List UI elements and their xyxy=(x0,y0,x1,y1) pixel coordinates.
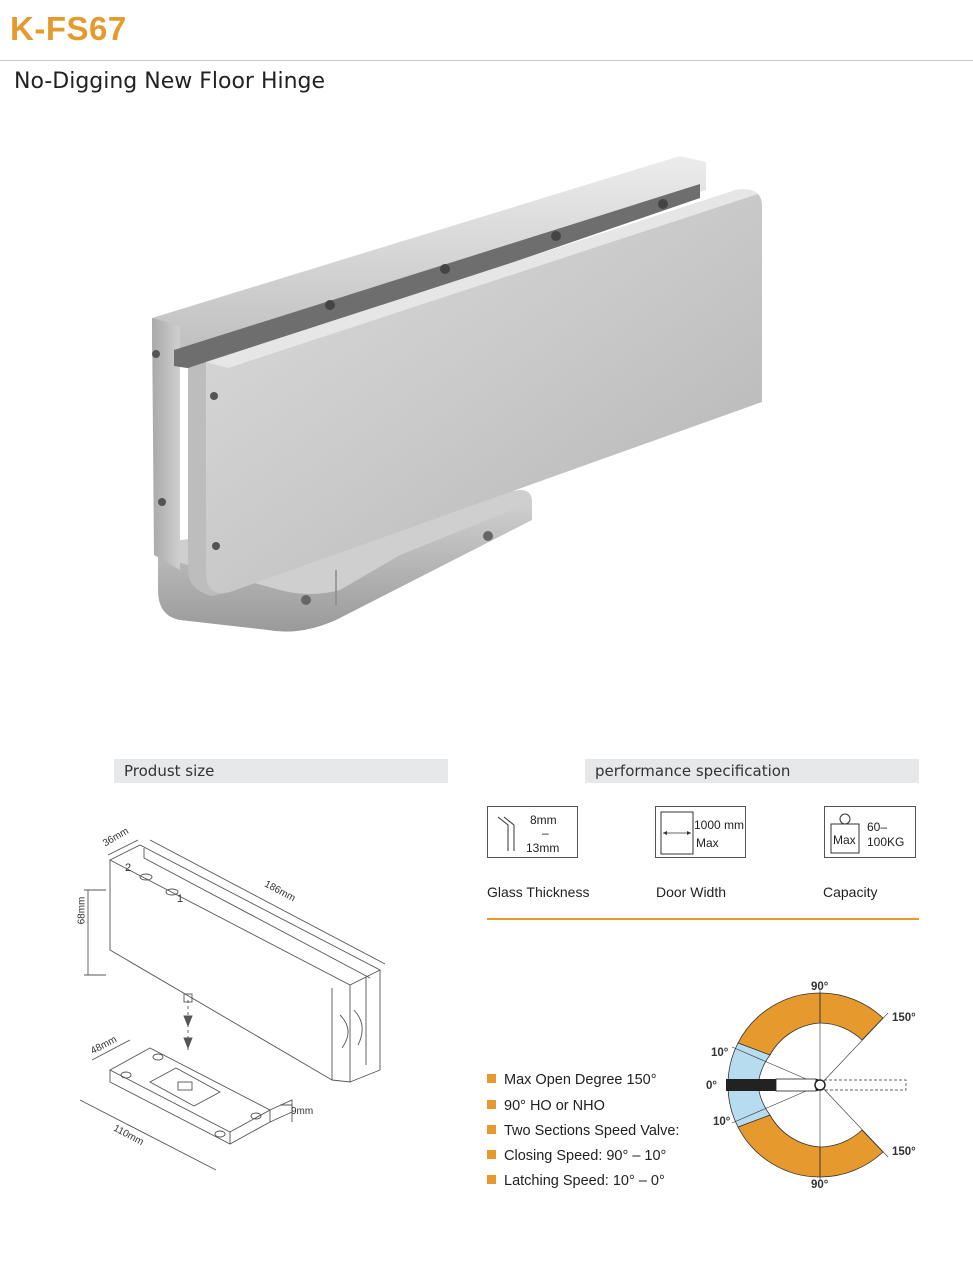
floor-hinge-product-image xyxy=(140,150,780,640)
glass-dash: – xyxy=(542,826,549,840)
angle-90-bottom: 90° xyxy=(811,1179,829,1191)
capacity-label: Capacity xyxy=(823,884,878,900)
glass-thickness-box xyxy=(487,806,578,858)
glass-max: 13mm xyxy=(526,841,560,855)
bullet-square xyxy=(487,1074,496,1083)
glass-thickness-label: Glass Thickness xyxy=(487,884,590,900)
angle-150-top: 150° xyxy=(892,1012,916,1024)
angle-10-bottom: 10° xyxy=(713,1116,731,1128)
product-size-header: Produst size xyxy=(114,759,448,783)
angle-150-bottom: 150° xyxy=(892,1146,916,1158)
dim-9mm: 9mm xyxy=(291,1106,314,1117)
feature-item: Latching Speed: 10° – 0° xyxy=(487,1173,665,1189)
bullet-square xyxy=(487,1175,496,1184)
bullet-square xyxy=(487,1150,496,1159)
feature-item: Max Open Degree 150° xyxy=(487,1072,657,1088)
dim-110mm: 110mm xyxy=(111,1122,146,1149)
capacity-min: 60– xyxy=(867,820,888,834)
feature-item: Two Sections Speed Valve: xyxy=(487,1123,679,1139)
dim-68mm: 68mm xyxy=(76,896,88,925)
door-width-value: 1000 mm xyxy=(694,818,745,832)
door-width-box xyxy=(655,806,746,858)
dim-48mm: 48mm xyxy=(89,1034,119,1057)
capacity-max: Max xyxy=(833,833,856,847)
angle-10-top: 10° xyxy=(711,1047,729,1059)
label-2: 2 xyxy=(125,862,132,874)
bullet-square xyxy=(487,1125,496,1134)
performance-header: performance specification xyxy=(585,759,919,783)
model-title: K-FS67 xyxy=(10,10,127,47)
door-width-icon xyxy=(660,811,694,855)
dim-186mm: 186mm xyxy=(262,878,297,905)
spec-divider xyxy=(487,918,919,920)
opening-angle-diagram xyxy=(700,975,940,1205)
label-1: 1 xyxy=(177,893,184,905)
product-subtitle: No-Digging New Floor Hinge xyxy=(14,69,326,94)
feature-item: 90° HO or NHO xyxy=(487,1098,605,1114)
title-divider xyxy=(0,60,973,61)
glass-pane-icon xyxy=(496,815,518,853)
door-width-label: Door Width xyxy=(656,884,727,900)
glass-min: 8mm xyxy=(530,813,557,827)
capacity-box xyxy=(824,806,916,858)
bullet-square xyxy=(487,1100,496,1109)
feature-item: Closing Speed: 90° – 10° xyxy=(487,1148,666,1164)
capacity-value: 100KG xyxy=(867,835,905,849)
dim-36mm: 36mm xyxy=(101,825,131,850)
angle-0: 0° xyxy=(706,1080,717,1092)
door-width-max: Max xyxy=(696,836,719,850)
angle-90-top: 90° xyxy=(811,981,829,993)
